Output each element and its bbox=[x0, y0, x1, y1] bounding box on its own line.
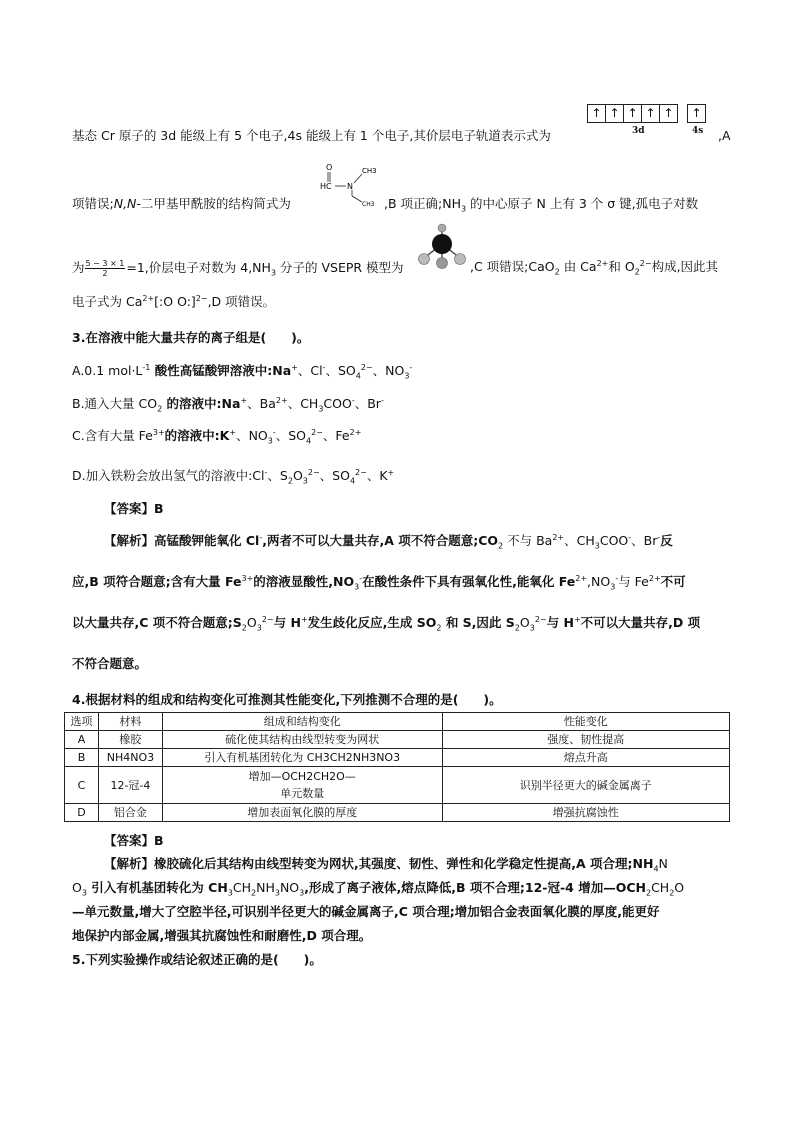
table-row bbox=[65, 749, 730, 767]
table-cell: 铝合金 bbox=[98, 804, 162, 822]
table-cell: A bbox=[65, 731, 99, 749]
q4-analysis-line-1: 【解析】橡胶硫化后其结构由线型转变为网状,其强度、韧性、弹性和化学稳定性提高,A 项合理$;NH_4N$ bbox=[104, 856, 668, 874]
table-cell: 橡胶 bbox=[98, 731, 162, 749]
dmf-n: N bbox=[347, 182, 353, 191]
orbital-box: ↑ bbox=[623, 104, 642, 123]
dmf-hc: HC bbox=[320, 182, 332, 191]
table-cell: 增加—OCH2CH2O— 单元数量 bbox=[162, 767, 442, 804]
q3-analysis-line-4: 不符合题意。 bbox=[72, 656, 148, 671]
orbital-label-4s: 4s bbox=[692, 126, 704, 136]
table-cell: 熔点升高 bbox=[442, 749, 729, 767]
electron-dot-formula: [:O O:] bbox=[154, 294, 196, 309]
table-cell: 引入有机基团转化为 CH3CH2NH3NO3 bbox=[162, 749, 442, 767]
q3-option-d: D.加入铁粉会放出氢气的溶液中:Cl-、$S_2O_3^{2-}$、$SO_4^{2-}$、K+ bbox=[72, 467, 395, 486]
q4-analysis-line-4: 地保护内部金属,增强其抗腐蚀性和耐磨性,D 项合理。 bbox=[72, 928, 372, 943]
table-header-row bbox=[65, 713, 730, 731]
q4-table bbox=[64, 712, 730, 822]
table-cell: 12-冠-4 bbox=[98, 767, 162, 804]
table-row bbox=[65, 731, 730, 749]
table-row bbox=[65, 767, 730, 804]
nh3-vsepr-model bbox=[414, 222, 470, 270]
table-cell: 增强抗腐蚀性 bbox=[442, 804, 729, 822]
table-cell: D bbox=[65, 804, 99, 822]
analysis-line-3: 为 $\frac{5 - 3 \times 1}{2}$ =1,价层电子对数为 $4,NH_3$ 分子的 VSEPR 模型为 bbox=[72, 259, 404, 278]
dmf-ch3-bottom: CH3 bbox=[362, 201, 375, 208]
orbital-box: ↑ bbox=[659, 104, 678, 123]
orbital-diagram bbox=[588, 104, 716, 140]
table-cell: 识别半径更大的碱金属离子 bbox=[442, 767, 729, 804]
table-cell: C bbox=[65, 767, 99, 804]
q3-option-b: B.通入大量 $CO_2$ 的溶液中:Na+、$Ba^{2+}$、$CH_3COO^-$、Br- bbox=[72, 395, 384, 414]
table-cell: B bbox=[65, 749, 99, 767]
dmf-structure bbox=[318, 160, 384, 216]
q4-analysis-line-3: —单元数量,增大了空腔半径,可识别半径更大的碱金属离子,C 项合理;增加铝合金表面氧化膜的厚度,能更好 bbox=[72, 904, 660, 919]
q3-analysis-line-1: 【解析】高锰酸钾能氧化 Cl-,两者不可以大量共存,A 项不符合题意$;CO_2$ 不与 $Ba^{2+}$、$CH_3COO^-$、Br-反 bbox=[104, 532, 673, 551]
q3-stem: 3.在溶液中能大量共存的离子组是( )。 bbox=[72, 330, 310, 345]
analysis-line-2b: ,B 项正确$;NH_3$ 的中心原子 N 上有 3 个 σ 键,孤电子对数 bbox=[384, 196, 699, 214]
table-cell: 增加表面氧化膜的厚度 bbox=[162, 804, 442, 822]
table-row bbox=[65, 804, 730, 822]
q4-answer: 【答案】B bbox=[104, 833, 164, 848]
analysis-line-2: 项错误;N,N-二甲基甲酰胺的结构简式为 bbox=[72, 196, 291, 211]
q5-stem: 5.下列实验操作或结论叙述正确的是( )。 bbox=[72, 952, 322, 967]
analysis-line-3b: ,C 项错误;CaO$_2$ 由 $Ca^{2+}$和 $O_2^{2-}$构成,因此其 bbox=[470, 258, 719, 277]
q3-option-a: A.0.1 $mol\cdot L^{-1}$ 酸性高锰酸钾溶液中:Na+、Cl-、$SO_4^{2-}$、$NO_3^-$ bbox=[72, 362, 413, 381]
table-header: 性能变化 bbox=[442, 713, 729, 731]
analysis-line-4: 电子式为 $Ca^{2+}[:O$ O:]$^{2-}$,D 项错误。 bbox=[72, 293, 276, 309]
table-header: 组成和结构变化 bbox=[162, 713, 442, 731]
orbital-box: ↑ bbox=[605, 104, 624, 123]
dmf-o: O bbox=[326, 163, 333, 172]
q3-answer: 【答案】B bbox=[104, 501, 164, 516]
q4-stem: 4.根据材料的组成和结构变化可推测其性能变化,下列推测不合理的是( )。 bbox=[72, 692, 502, 707]
table-cell: NH4NO3 bbox=[98, 749, 162, 767]
orbital-label-3d: 3d bbox=[632, 126, 645, 136]
table-cell: 硫化使其结构由线型转变为网状 bbox=[162, 731, 442, 749]
dmf-ch3-top: CH3 bbox=[362, 167, 377, 175]
lone-pair-fraction: $\frac{5 - 3 \times 1}{2}$ bbox=[85, 259, 125, 278]
table-header: 材料 bbox=[98, 713, 162, 731]
q3-analysis-line-2: 应,B 项符合题意;含有大量 $Fe^{3+}$的溶液显酸性$,NO_3^-$在酸性条件下具有强氧化性,能氧化 $Fe^{2+},NO_3^-$与 $Fe^{2+}$不可 bbox=[72, 573, 686, 592]
q3-analysis-line-3: 以大量共存,C 项不符合题意$;S_2O_3^{2-}$与 H+发生歧化反应,生成 $SO_2$ 和 S,因此 $S_2O_3^{2-}$与 H+不可以大量共存,D 项 bbox=[72, 614, 701, 633]
orbital-3d-boxes bbox=[588, 104, 678, 122]
q4-analysis-line-2: $O_3$ 引入有机基团转化为 $CH_3CH_2NH_3NO_3$,形成了离子液体,熔点降低,B 项不合理;12-冠-4 增加$—OCH_2CH_2O$ bbox=[72, 880, 685, 898]
orbital-box: ↑ bbox=[641, 104, 660, 123]
q3-option-c: C.含有大量 $Fe^{3+}$的溶液中:K+、$NO_3^-$、$SO_4^{2-}$、$Fe^{2+}$ bbox=[72, 427, 362, 446]
table-header: 选项 bbox=[65, 713, 99, 731]
table-cell: 强度、韧性提高 bbox=[442, 731, 729, 749]
orbital-4s-box bbox=[688, 104, 706, 122]
orbital-box: ↑ bbox=[687, 104, 706, 123]
orbital-box: ↑ bbox=[587, 104, 606, 123]
analysis-line-1: 基态 Cr 原子的 3d 能级上有 5 个电子,4s 能级上有 1 个电子,其价层电子轨道表示式为 bbox=[72, 128, 551, 143]
analysis-line-1-end: ,A bbox=[718, 128, 731, 143]
